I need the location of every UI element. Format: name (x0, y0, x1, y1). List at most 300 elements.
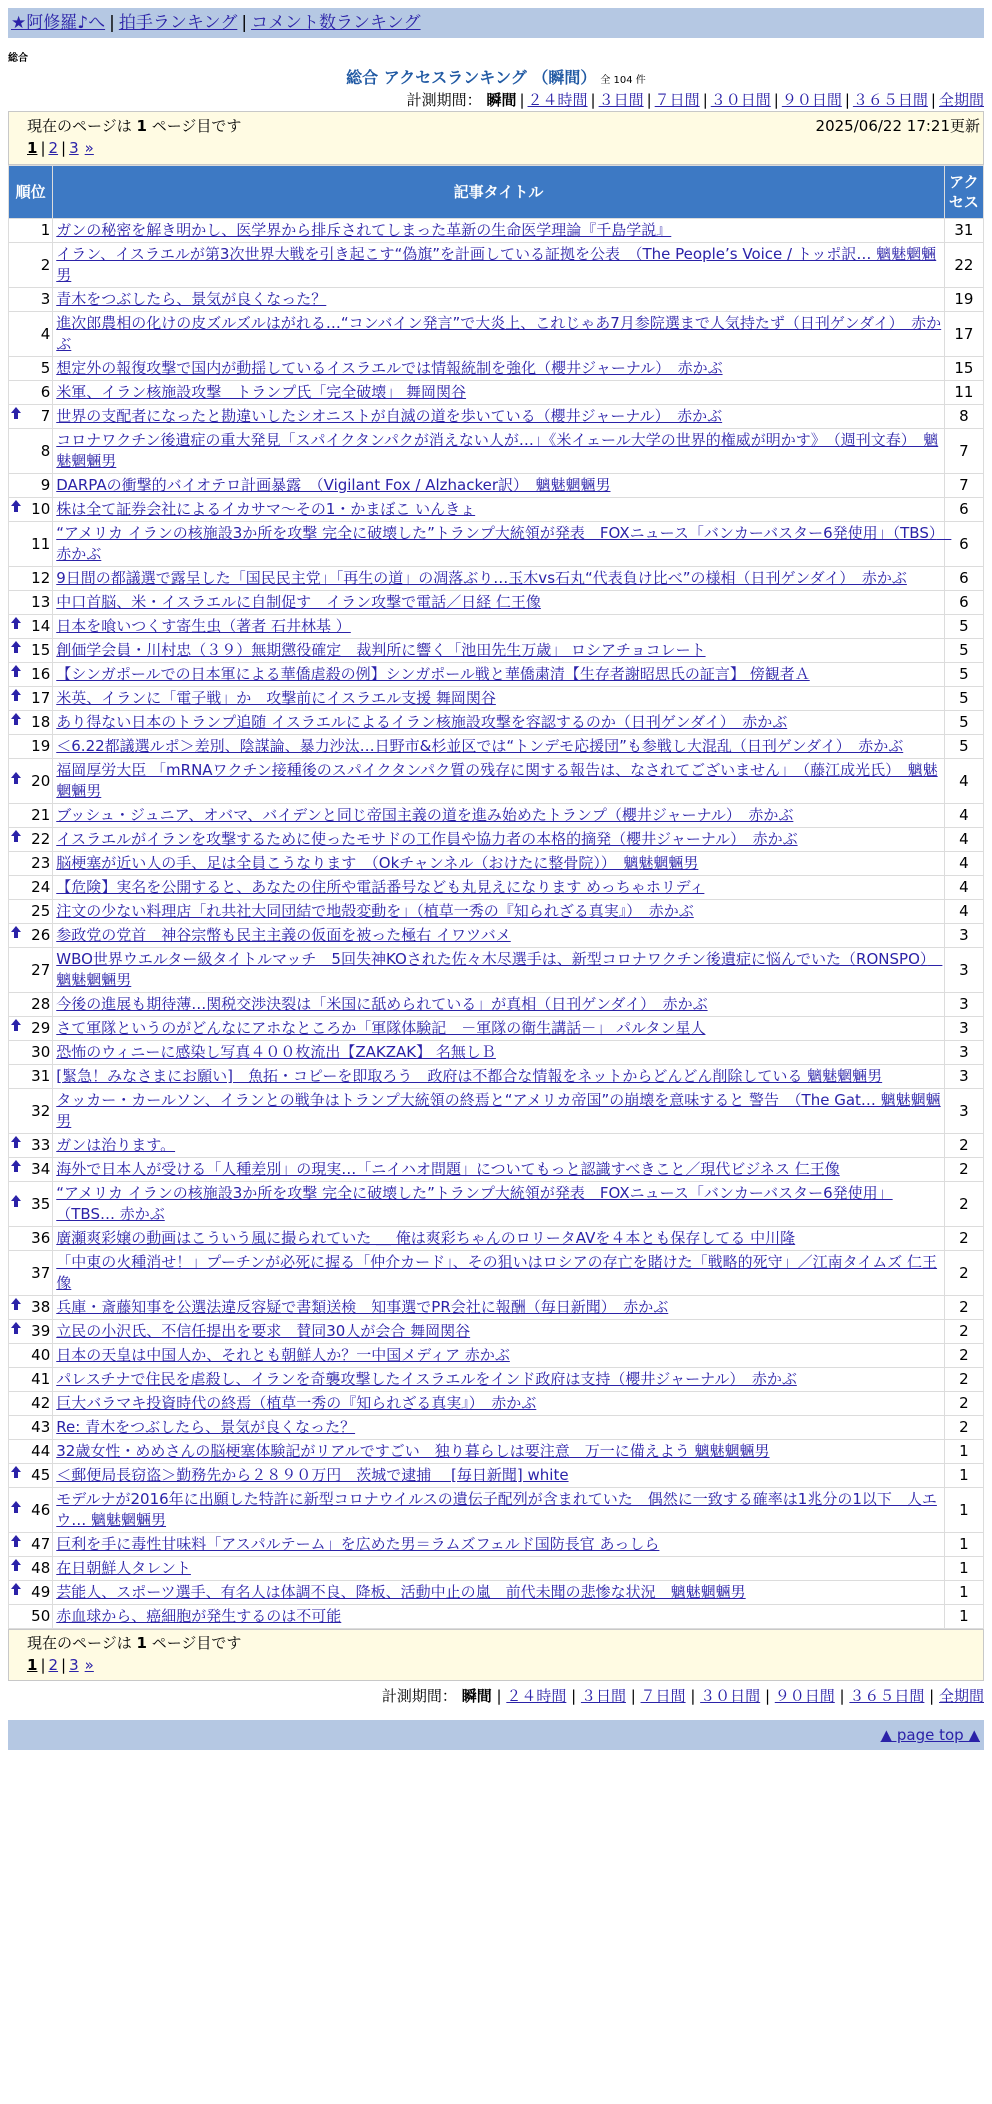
rank-number: 19 (31, 737, 51, 755)
article-link[interactable]: DARPAの衝撃的バイオテロ計画暴露 （Vigilant Fox / Alzhacker訳） 魑魅魍魎男 (56, 476, 611, 494)
rank-cell (9, 1320, 52, 1343)
access-count: 7 (945, 474, 983, 497)
rank-cell (9, 759, 52, 803)
article-link[interactable]: ガンは治ります。 (56, 1136, 176, 1154)
pager-next[interactable]: » (84, 139, 94, 157)
rank-cell (9, 1488, 52, 1532)
up-arrow-icon (11, 499, 21, 520)
article-link[interactable]: 9日間の都議選で露呈した「国民民主党」「再生の道」の凋落ぶり…玉木vs石丸“代表負け比べ”の様相（日刊ゲンダイ） 赤かぶ (56, 569, 907, 587)
article-link[interactable]: 「中東の火種消せ！」プーチンが必死に握る「仲介カード」、その狙いはロシアの存亡を賭けた「戦略的死守」／江南タイムズ 仁王像 (56, 1253, 938, 1292)
title-cell (53, 1320, 943, 1343)
pager-current: 1 (27, 1656, 38, 1674)
article-link[interactable]: 株は全て証券会社によるイカサマ〜その1・かまぼこ いんきょ (56, 500, 476, 518)
up-arrow-icon (11, 1582, 21, 1603)
access-count: 31 (945, 219, 983, 242)
up-arrow-icon (11, 1159, 21, 1180)
table-row (9, 567, 983, 590)
rank-cell (9, 924, 52, 947)
rank-cell (9, 1134, 52, 1157)
access-count: 3 (945, 1089, 983, 1133)
table-row (9, 357, 983, 380)
rank-cell (9, 852, 52, 875)
access-count: 6 (945, 498, 983, 521)
rank-cell (9, 1440, 52, 1463)
article-link[interactable]: タッカー・カールソン、イランとの戦争はトランプ大統領の終焉と“アメリカ帝国”の崩壊を意味すると 警告 （The Gat… 魑魅魍魎男 (56, 1091, 941, 1130)
rank-number: 45 (31, 1466, 51, 1484)
rank-cell (9, 288, 52, 311)
title-cell (53, 1392, 943, 1415)
title-cell (53, 1533, 943, 1556)
title-cell (53, 924, 943, 947)
up-arrow-icon (11, 640, 21, 661)
article-link[interactable]: あり得ない日本のトランプ追随 イスラエルによるイラン核施設攻撃を容認するのか（日刊ゲンダイ） 赤かぶ (56, 713, 788, 731)
table-row (9, 243, 983, 287)
rank-cell (9, 1368, 52, 1391)
rank-number: 32 (31, 1101, 51, 1120)
pager-link-2[interactable]: 2 (48, 1656, 59, 1674)
bottom-bar (8, 1720, 984, 1750)
period-link-30d[interactable]: ３０日間 (700, 1687, 761, 1705)
rank-number: 43 (31, 1418, 51, 1436)
article-link[interactable]: イラン、イスラエルが第3次世界大戦を引き起こす“偽旗”を計画している証拠を公表 （The People’s Voice / トッポ訳… 魑魅魍魎男 (56, 245, 937, 284)
title-cell (53, 1581, 943, 1604)
rank-number: 31 (31, 1067, 51, 1085)
access-count: 4 (945, 828, 983, 851)
up-arrow-icon (11, 664, 21, 685)
rank-cell (9, 1017, 52, 1040)
access-count: 11 (945, 381, 983, 404)
article-link[interactable]: 米軍、イラン核施設攻撃 トランプ氏「完全破壊」 舞岡関谷 (56, 383, 467, 401)
access-count: 5 (945, 687, 983, 710)
article-link[interactable]: 巨大バラマキ投資時代の終焉（植草一秀の『知られざる真実』） 赤かぶ (56, 1394, 537, 1412)
rank-cell (9, 1605, 52, 1628)
period-link-30d[interactable]: ３０日間 (710, 91, 771, 109)
access-count: 5 (945, 615, 983, 638)
ranking-body (9, 219, 983, 1628)
rank-number: 49 (31, 1583, 51, 1601)
table-row (9, 828, 983, 851)
table-row (9, 639, 983, 662)
article-link[interactable]: 【シンガポールでの日本軍による華僑虐殺の例】シンガポール戦と華僑粛清【生存者謝昭思氏の証言】 傍観者Ａ (56, 665, 810, 683)
table-row (9, 381, 983, 404)
article-link[interactable]: 米英、イランに「電子戦」か 攻撃前にイスラエル支援 舞岡関谷 (56, 689, 496, 707)
access-count: 6 (945, 591, 983, 614)
article-link[interactable]: 日本の天皇は中国人か、それとも朝鮮人か？一中国メディア 赤かぶ (56, 1346, 510, 1364)
period-selector: 計測期間： 瞬間 | ２４時間 | ３日間 | ７日間 | ３０日間 | ９０日間 | ３６５日間 | 全期間 (406, 91, 984, 109)
rank-cell (9, 1041, 52, 1064)
ranking-table (8, 165, 984, 1629)
rank-number: 33 (31, 1136, 51, 1154)
rank-number: 5 (40, 359, 51, 377)
period-link-24h[interactable]: ２４時間 (527, 91, 588, 109)
table-row (9, 687, 983, 710)
title-cell (53, 1605, 943, 1628)
title-cell (53, 498, 943, 521)
access-count: 1 (945, 1557, 983, 1580)
rank-number: 20 (31, 771, 51, 790)
table-row (9, 405, 983, 428)
access-count: 3 (945, 924, 983, 947)
access-count: 3 (945, 1041, 983, 1064)
article-link[interactable]: イスラエルがイランを攻撃するために使ったモサドの工作員や協力者の本格的摘発（櫻井ジャーナル） 赤かぶ (56, 830, 798, 848)
article-link[interactable]: モデルナが2016年に出願した特許に新型コロナウイルスの遺伝子配列が含まれていた 偶然に一致する確率は1兆分の1以下 人エウ… 魑魅魍魎男 (56, 1490, 937, 1529)
title-cell (53, 1344, 943, 1367)
pager-next[interactable]: » (84, 1656, 94, 1674)
article-link[interactable]: 恐怖のウィニーに感染し写真４００枚流出【ZAKZAK】 名無しＢ (56, 1043, 496, 1061)
article-link[interactable]: 兵庫・斎藤知事を公選法違反容疑で書類送検 知事選でPR会社に報酬（毎日新聞） 赤かぶ (56, 1298, 669, 1316)
article-link[interactable]: 青木をつぶしたら、景気が良くなった？ (56, 290, 327, 308)
period-link-all[interactable]: 全期間 (938, 91, 984, 109)
rank-cell (9, 993, 52, 1016)
title-cell (53, 1557, 943, 1580)
article-link[interactable]: “アメリカ イランの核施設3か所を攻撃 完全に破壊した”トランプ大統領が発表 FOXニュース「バンカーバスター6発使用」（TBS） 赤かぶ (56, 524, 952, 563)
article-link[interactable]: 在日朝鮮人タレント (56, 1559, 191, 1577)
rank-cell (9, 522, 52, 566)
rank-cell (9, 1089, 52, 1133)
title-cell (53, 900, 943, 923)
rank-cell (9, 1533, 52, 1556)
period-link-90d[interactable]: ９０日間 (774, 1687, 835, 1705)
rank-number: 48 (31, 1559, 51, 1577)
title-cell (53, 567, 943, 590)
access-count: 3 (945, 1065, 983, 1088)
pager-link-2[interactable]: 2 (48, 139, 59, 157)
article-link[interactable]: 廣瀬爽彩嬢の動画はこういう風に撮られていた ＿ 俺は爽彩ちゃんのロリータAVを４本とも保存してる 中川隆 (56, 1229, 796, 1247)
rank-cell (9, 405, 52, 428)
rank-number: 6 (40, 383, 51, 401)
article-link[interactable]: 福岡厚労大臣 「mRNAワクチン接種後のスパイクタンパク質の残存に関する報告は、なされてございません」 （藤江成光氏） 魑魅魍魎男 (56, 761, 938, 800)
table-row (9, 1464, 983, 1487)
up-arrow-icon (11, 1135, 21, 1156)
article-link[interactable]: 創価学会員・川村忠（３９）無期懲役確定 裁判所に響く「池田先生万歳」 ロシアチョコレート (56, 641, 706, 659)
rank-number: 17 (31, 689, 51, 707)
access-count: 6 (945, 522, 983, 566)
period-label: 計測期間： (381, 1687, 457, 1705)
article-link[interactable]: コロナワクチン後遺症の重大発見「スパイクタンパクが消えない人が…」《米イェール大学の世界的権威が明かす》 （週刊文春） 魑魅魍魎男 (56, 431, 939, 470)
access-count: 15 (945, 357, 983, 380)
table-row (9, 1320, 983, 1343)
table-row (9, 1533, 983, 1556)
access-count: 4 (945, 852, 983, 875)
title-cell (53, 1089, 943, 1133)
title-cell (53, 804, 943, 827)
table-row (9, 852, 983, 875)
article-link[interactable]: ガンの秘密を解き明かし、医学界から排斥されてしまった革新の生命医学理論『千島学説』 (56, 221, 672, 239)
rank-number: 37 (31, 1263, 51, 1282)
table-row (9, 219, 983, 242)
rank-cell (9, 711, 52, 734)
rank-cell (9, 687, 52, 710)
title-cell (53, 1440, 943, 1463)
rank-number: 9 (40, 476, 51, 494)
period-link-90d[interactable]: ９０日間 (781, 91, 842, 109)
title-cell (53, 615, 943, 638)
period-link-7d[interactable]: ７日間 (654, 91, 700, 109)
article-link[interactable]: 日本を喰いつくす寄生虫（著者 石井林基 ） (56, 617, 351, 635)
article-link[interactable]: 参政党の党首 神谷宗幣も民主主義の仮面を被った極右 イワツバメ (56, 926, 511, 944)
table-row (9, 663, 983, 686)
rank-cell (9, 1392, 52, 1415)
table-row (9, 1488, 983, 1532)
rank-cell (9, 639, 52, 662)
title-cell (53, 405, 943, 428)
current-page-text: 現在のページは 1 ページ目です (27, 1634, 242, 1652)
page-info-box-bottom (8, 1629, 984, 1681)
rank-number: 7 (40, 407, 51, 425)
access-count: 7 (945, 429, 983, 473)
title-cell (53, 1416, 943, 1439)
article-link[interactable]: 想定外の報復攻撃で国内が動揺しているイスラエルでは情報統制を強化（櫻井ジャーナル） 赤かぶ (56, 359, 723, 377)
title-cell (53, 1041, 943, 1064)
rank-number: 14 (31, 617, 51, 635)
table-row (9, 1368, 983, 1391)
table-row (9, 429, 983, 473)
article-link[interactable]: 進次郎農相の化けの皮ズルズルはがれる…“コンバイン発言”で大炎上、これじゃあ7月参院選まで人気持たず（日刊ゲンダイ） 赤かぶ (56, 314, 942, 353)
rank-number: 46 (31, 1500, 51, 1519)
table-row (9, 1065, 983, 1088)
rank-number: 8 (40, 441, 51, 460)
table-row (9, 1134, 983, 1157)
access-count: 3 (945, 1017, 983, 1040)
title-cell (53, 993, 943, 1016)
access-count: 4 (945, 876, 983, 899)
pager-current: 1 (27, 139, 38, 157)
title-cell (53, 1017, 943, 1040)
article-link[interactable]: 32歳女性・めめさんの脳梗塞体験記がリアルですごい 独り暮らしは要注意 万一に備えよう 魑魅魍魎男 (56, 1442, 770, 1460)
period-link-all[interactable]: 全期間 (938, 1687, 984, 1705)
access-count: 19 (945, 288, 983, 311)
rank-cell (9, 1251, 52, 1295)
page-top-link[interactable]: ▲ page top ▲ (880, 1726, 980, 1744)
table-row (9, 900, 983, 923)
rank-number: 44 (31, 1442, 51, 1460)
rank-cell (9, 357, 52, 380)
header-access: アクセス (945, 166, 983, 218)
table-row (9, 1416, 983, 1439)
article-link[interactable]: ブッシュ・ジュニア、オバマ、バイデンと同じ帝国主義の道を進み始めたトランプ（櫻井ジャーナル） 赤かぶ (56, 806, 794, 824)
table-row (9, 1251, 983, 1295)
nav-separator: | (241, 13, 248, 33)
article-link[interactable]: [緊急！みなさまにお願い] 魚拓・コピーを即取ろう 政府は不都合な情報をネットからどんどん削除している 魑魅魍魎男 (56, 1067, 883, 1085)
table-row (9, 759, 983, 803)
table-row (9, 711, 983, 734)
rank-number: 10 (31, 500, 51, 518)
access-count: 2 (945, 1368, 983, 1391)
table-row (9, 993, 983, 1016)
title-cell (53, 828, 943, 851)
period-link-24h[interactable]: ２４時間 (506, 1687, 567, 1705)
title-cell (53, 1065, 943, 1088)
table-row (9, 288, 983, 311)
rank-number: 13 (31, 593, 51, 611)
up-arrow-icon (11, 771, 21, 792)
table-row (9, 1440, 983, 1463)
rank-number: 25 (31, 902, 51, 920)
rank-number: 40 (31, 1346, 51, 1364)
table-row (9, 312, 983, 356)
article-link[interactable]: 【危険】実名を公開すると、あなたの住所や電話番号なども丸見えになります めっちゃホリディ (56, 878, 705, 896)
nav-link-asyura[interactable]: ★阿修羅♪へ (11, 13, 106, 33)
article-link[interactable]: 海外で日本人が受ける「人種差別」の現実…「ニイハオ問題」についてもっと認識すべきこと／現代ビジネス 仁王像 (56, 1160, 840, 1178)
rank-cell (9, 1065, 52, 1088)
rank-cell (9, 1227, 52, 1250)
access-count: 4 (945, 804, 983, 827)
table-row (9, 1017, 983, 1040)
period-link-365d[interactable]: ３６５日間 (849, 1687, 925, 1705)
rank-cell (9, 1158, 52, 1181)
article-link[interactable]: 脳梗塞が近い人の手、足は全員こうなります （Okチャンネル（おけたに整骨院）） 魑魅魍魎男 (56, 854, 699, 872)
table-row (9, 948, 983, 992)
table-row (9, 735, 983, 758)
table-row (9, 924, 983, 947)
rank-cell (9, 1581, 52, 1604)
article-link[interactable]: “アメリカ イランの核施設3か所を攻撃 完全に破壊した”トランプ大統領が発表 FOXニュース「バンカーバスター6発使用」（TBS… 赤かぶ (56, 1184, 893, 1223)
rank-number: 11 (31, 534, 51, 553)
period-link-3d[interactable]: ３日間 (598, 91, 644, 109)
total-count: 全 104 件 (600, 75, 646, 86)
access-count: 3 (945, 993, 983, 1016)
title-cell (53, 429, 943, 473)
rank-cell (9, 804, 52, 827)
rank-number: 41 (31, 1370, 51, 1388)
access-count: 1 (945, 1581, 983, 1604)
up-arrow-icon (11, 406, 21, 427)
table-row (9, 1041, 983, 1064)
rank-number: 2 (40, 255, 51, 274)
up-arrow-icon (11, 1558, 21, 1579)
access-count: 5 (945, 735, 983, 758)
access-count: 3 (945, 948, 983, 992)
top-nav-bar (8, 8, 984, 38)
article-link[interactable]: パレスチナで住民を虐殺し、イランを奇襲攻撃したイスラエルをインド政府は支持（櫻井ジャーナル） 赤かぶ (56, 1370, 797, 1388)
title-cell (53, 639, 943, 662)
rank-number: 1 (40, 221, 51, 239)
article-link[interactable]: 中口首脳、米・イスラエルに自制促す イラン攻撃で電話／日経 仁王像 (56, 593, 541, 611)
rank-cell (9, 312, 52, 356)
access-count: 2 (945, 1296, 983, 1319)
access-count: 2 (945, 1227, 983, 1250)
up-arrow-icon (11, 1297, 21, 1318)
page (8, 8, 984, 1750)
rank-number: 4 (40, 324, 51, 343)
title-cell (53, 663, 943, 686)
article-link[interactable]: ＜6.22都議選ルポ＞差別、陰謀論、暴力沙汰…日野市&杉並区では“トンデモ応援団”も参戦し大混乱（日刊ゲンダイ） 赤かぶ (56, 737, 904, 755)
access-count: 22 (945, 243, 983, 287)
up-arrow-icon (11, 829, 21, 850)
up-arrow-icon (11, 1500, 21, 1521)
period-link-3d[interactable]: ３日間 (580, 1687, 626, 1705)
article-link[interactable]: 巨利を手に毒性甘味料「アスパルテーム」を広めた男＝ラムズフェルド国防長官 あっしら (56, 1535, 660, 1553)
title-cell (53, 1251, 943, 1295)
pager: 1 | 2 | 3 » (27, 139, 94, 157)
pager: 1 | 2 | 3 » (27, 1656, 94, 1674)
access-count: 4 (945, 900, 983, 923)
access-count: 5 (945, 639, 983, 662)
article-link[interactable]: 注文の少ない料理店「れ共社大同団結で地殻変動を」（植草一秀の『知られざる真実』） 赤かぶ (56, 902, 694, 920)
nav-link-comment-ranking[interactable]: コメント数ランキング (251, 13, 421, 33)
rank-cell (9, 1296, 52, 1319)
rank-cell (9, 1182, 52, 1226)
title-cell (53, 735, 943, 758)
table-row (9, 474, 983, 497)
rank-number: 21 (31, 806, 51, 824)
article-link[interactable]: Re: 青木をつぶしたら、景気が良くなった？ (56, 1418, 356, 1436)
table-row (9, 876, 983, 899)
article-link[interactable]: ＜郵便局長窃盗＞勤務先から２８９０万円 茨城で逮捕 [毎日新聞] white (56, 1466, 569, 1484)
pager-link-3[interactable]: 3 (69, 139, 79, 157)
header-title: 記事タイトル (53, 166, 943, 218)
access-count: 2 (945, 1134, 983, 1157)
rank-number: 50 (31, 1607, 51, 1625)
table-row (9, 1605, 983, 1628)
title-cell (53, 381, 943, 404)
rank-number: 18 (31, 713, 51, 731)
rank-number: 42 (31, 1394, 51, 1412)
rank-number: 34 (31, 1160, 51, 1178)
article-link[interactable]: 赤血球から、癌細胞が発生するのは不可能 (56, 1607, 342, 1625)
table-row (9, 1557, 983, 1580)
nav-link-clap-ranking[interactable]: 拍手ランキング (118, 13, 238, 33)
period-link-365d[interactable]: ３６５日間 (852, 91, 928, 109)
up-arrow-icon (11, 1534, 21, 1555)
access-count: 2 (945, 1320, 983, 1343)
article-link[interactable]: 芸能人、スポーツ選手、有名人は体調不良、降板、活動中止の嵐 前代未聞の悲惨な状況 魑魅魍魎男 (56, 1583, 746, 1601)
access-count: 2 (945, 1182, 983, 1226)
rank-number: 23 (31, 854, 51, 872)
title-cell (53, 1182, 943, 1226)
access-count: 6 (945, 567, 983, 590)
up-arrow-icon (11, 688, 21, 709)
updated-timestamp: 2025/06/22 17:21更新 (815, 117, 980, 135)
article-link[interactable]: 世界の支配者になったと勘違いしたシオニストが自滅の道を歩いている（櫻井ジャーナル） 赤かぶ (56, 407, 723, 425)
period-current: 瞬間 (461, 1687, 492, 1705)
access-count: 2 (945, 1251, 983, 1295)
page-title-row (8, 67, 984, 89)
rank-number: 38 (31, 1298, 51, 1316)
article-link[interactable]: WBO世界ウエルター級タイトルマッチ 5回失神KOされた佐々木尽選手は、新型コロナワクチン後遺症に悩んでいた（RONSPO） 魑魅魍魎男 (56, 950, 943, 989)
article-link[interactable]: 立民の小沢氏、不信任提出を要求 賛同30人が会合 舞岡関谷 (56, 1322, 471, 1340)
table-row (9, 1182, 983, 1226)
access-count: 2 (945, 1158, 983, 1181)
article-link[interactable]: さて軍隊というのがどんなにアホなところか「軍隊体験記 －軍隊の衛生講話－」 パルタン星人 (56, 1019, 706, 1037)
table-header-row (9, 166, 983, 218)
up-arrow-icon (11, 1194, 21, 1215)
rank-cell (9, 381, 52, 404)
up-arrow-icon (11, 925, 21, 946)
period-link-7d[interactable]: ７日間 (640, 1687, 686, 1705)
access-count: 2 (945, 1344, 983, 1367)
access-count: 4 (945, 759, 983, 803)
access-count: 5 (945, 711, 983, 734)
rank-cell (9, 1344, 52, 1367)
access-count: 5 (945, 663, 983, 686)
rank-cell (9, 498, 52, 521)
rank-cell (9, 876, 52, 899)
section-tag: 総合 (8, 53, 28, 64)
period-current: 瞬間 (486, 91, 517, 109)
rank-number: 12 (31, 569, 51, 587)
rank-number: 24 (31, 878, 51, 896)
access-count: 8 (945, 405, 983, 428)
rank-number: 27 (31, 960, 51, 979)
rank-number: 36 (31, 1229, 51, 1247)
rank-cell (9, 567, 52, 590)
rank-cell (9, 948, 52, 992)
up-arrow-icon (11, 712, 21, 733)
title-cell (53, 1368, 943, 1391)
pager-link-3[interactable]: 3 (69, 1656, 79, 1674)
article-link[interactable]: 今後の進展も期待薄…関税交渉決裂は「米国に舐められている」が真相（日刊ゲンダイ） 赤かぶ (56, 995, 708, 1013)
